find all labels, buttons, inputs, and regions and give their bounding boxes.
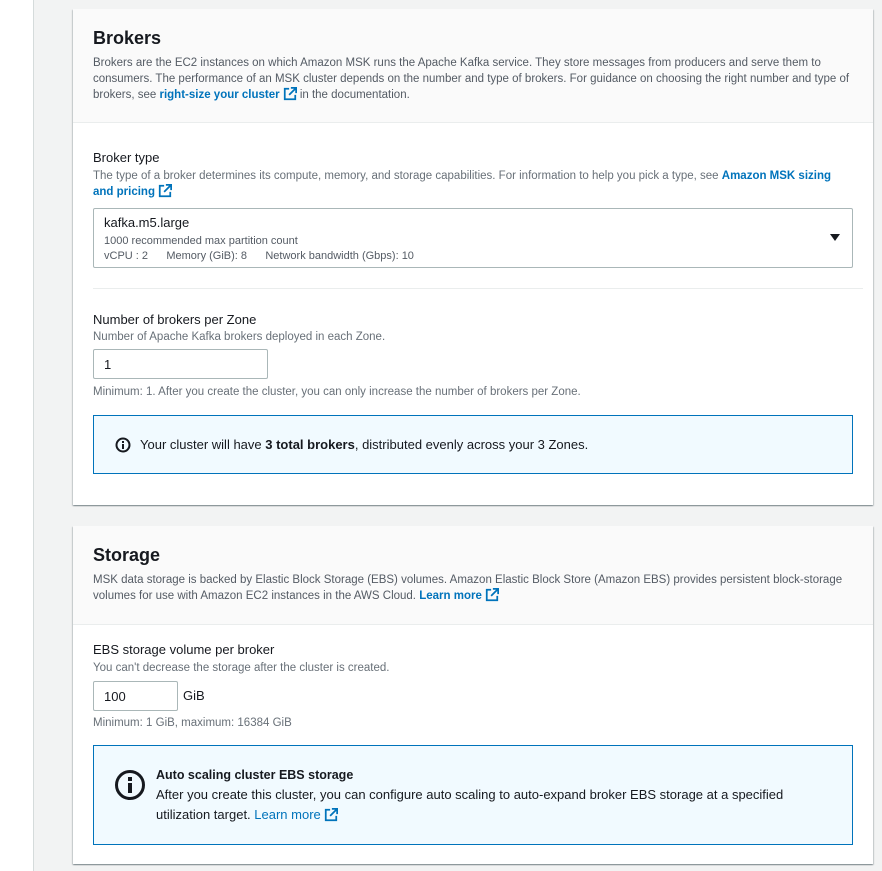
storage-title: Storage [93, 545, 161, 565]
external-link-icon[interactable] [324, 808, 338, 822]
storage-description [93, 572, 853, 604]
external-link-icon[interactable] [485, 588, 499, 602]
autoscaling-learn-more-link[interactable]: Learn more [254, 807, 321, 822]
msk-sizing-link[interactable]: Amazon MSK sizing and pricing [93, 170, 832, 198]
brokers-header [73, 9, 873, 123]
storage-header [73, 526, 873, 625]
storage-panel [73, 526, 873, 864]
broker-type-select[interactable] [93, 208, 853, 268]
brokers-per-zone-field [93, 312, 853, 345]
autoscaling-title: Auto scaling cluster EBS storage [156, 768, 354, 782]
brokers-per-zone-label: Number of brokers per Zone [93, 312, 257, 327]
broker-type-selected: kafka.m5.large [104, 215, 190, 230]
info-text-post: , distributed evenly across your 3 Zones. [354, 437, 589, 452]
brokers-per-zone-description: Number of Apache Kafka brokers deployed in each Zone. [93, 331, 386, 343]
brokers-panel [73, 9, 873, 505]
ebs-volume-label: EBS storage volume per broker [93, 642, 275, 657]
ebs-volume-field [93, 642, 853, 676]
info-text-bold: 3 total brokers [265, 437, 355, 452]
storage-desc-text: MSK data storage is backed by Elastic Block Storage (EBS) volumes. Amazon Elastic Block Store (Amazon EBS) provides persistent block-storage volumes for use with Amazon EC2 instances in the AWS Cloud. [93, 574, 843, 602]
brokers-desc-text: Brokers are the EC2 instances on which Amazon MSK runs the Apache Kafka service. They store messages from producers and serve them to consumers. The performance of an MSK cluster depends on the number and type of brokers. For guidance on choosing the right number and type of brokers, see [93, 57, 850, 101]
info-icon [114, 769, 146, 801]
external-link-icon[interactable] [158, 184, 172, 198]
section-divider [93, 288, 863, 289]
right-size-link[interactable]: right-size your cluster [159, 89, 280, 101]
broker-type-desc-text: The type of a broker determines its compute, memory, and storage capabilities. For information to help you pick a type, see [93, 170, 722, 182]
info-text-pre: Your cluster will have [140, 437, 266, 452]
brokers-title: Brokers [93, 28, 162, 48]
broker-type-field [93, 150, 853, 200]
info-icon [115, 437, 131, 453]
autoscaling-text [156, 785, 816, 825]
broker-type-label: Broker type [93, 150, 160, 165]
ebs-volume-input[interactable]: 100 [93, 681, 178, 711]
left-navigation-strip [0, 0, 34, 871]
storage-learn-more-link[interactable]: Learn more [419, 590, 482, 602]
caret-down-icon [830, 234, 840, 241]
autoscaling-info-box [93, 745, 853, 845]
autoscaling-body: After you create this cluster, you can configure auto scaling to auto-expand broker EBS storage at a specified utilization target. [156, 787, 784, 822]
broker-type-description [93, 168, 853, 200]
ebs-volume-constraint: Minimum: 1 GiB, maximum: 16384 GiB [93, 717, 292, 729]
brokers-per-zone-input[interactable]: 1 [93, 349, 268, 379]
partition-count-text: 1000 recommended max partition count [104, 235, 298, 247]
total-brokers-info-text [140, 435, 588, 455]
ebs-volume-unit: GiB [183, 688, 205, 703]
external-link-icon[interactable] [283, 87, 297, 101]
total-brokers-info-box [93, 415, 853, 474]
brokers-description [93, 55, 853, 103]
broker-specs-text: vCPU : 2 Memory (GiB): 8 Network bandwidth (Gbps): 10 [104, 250, 414, 262]
brokers-desc-text-end: in the documentation. [296, 89, 410, 101]
brokers-per-zone-constraint: Minimum: 1. After you create the cluster, you can only increase the number of brokers per Zone. [93, 386, 581, 398]
ebs-volume-description: You can't decrease the storage after the cluster is created. [93, 662, 390, 674]
